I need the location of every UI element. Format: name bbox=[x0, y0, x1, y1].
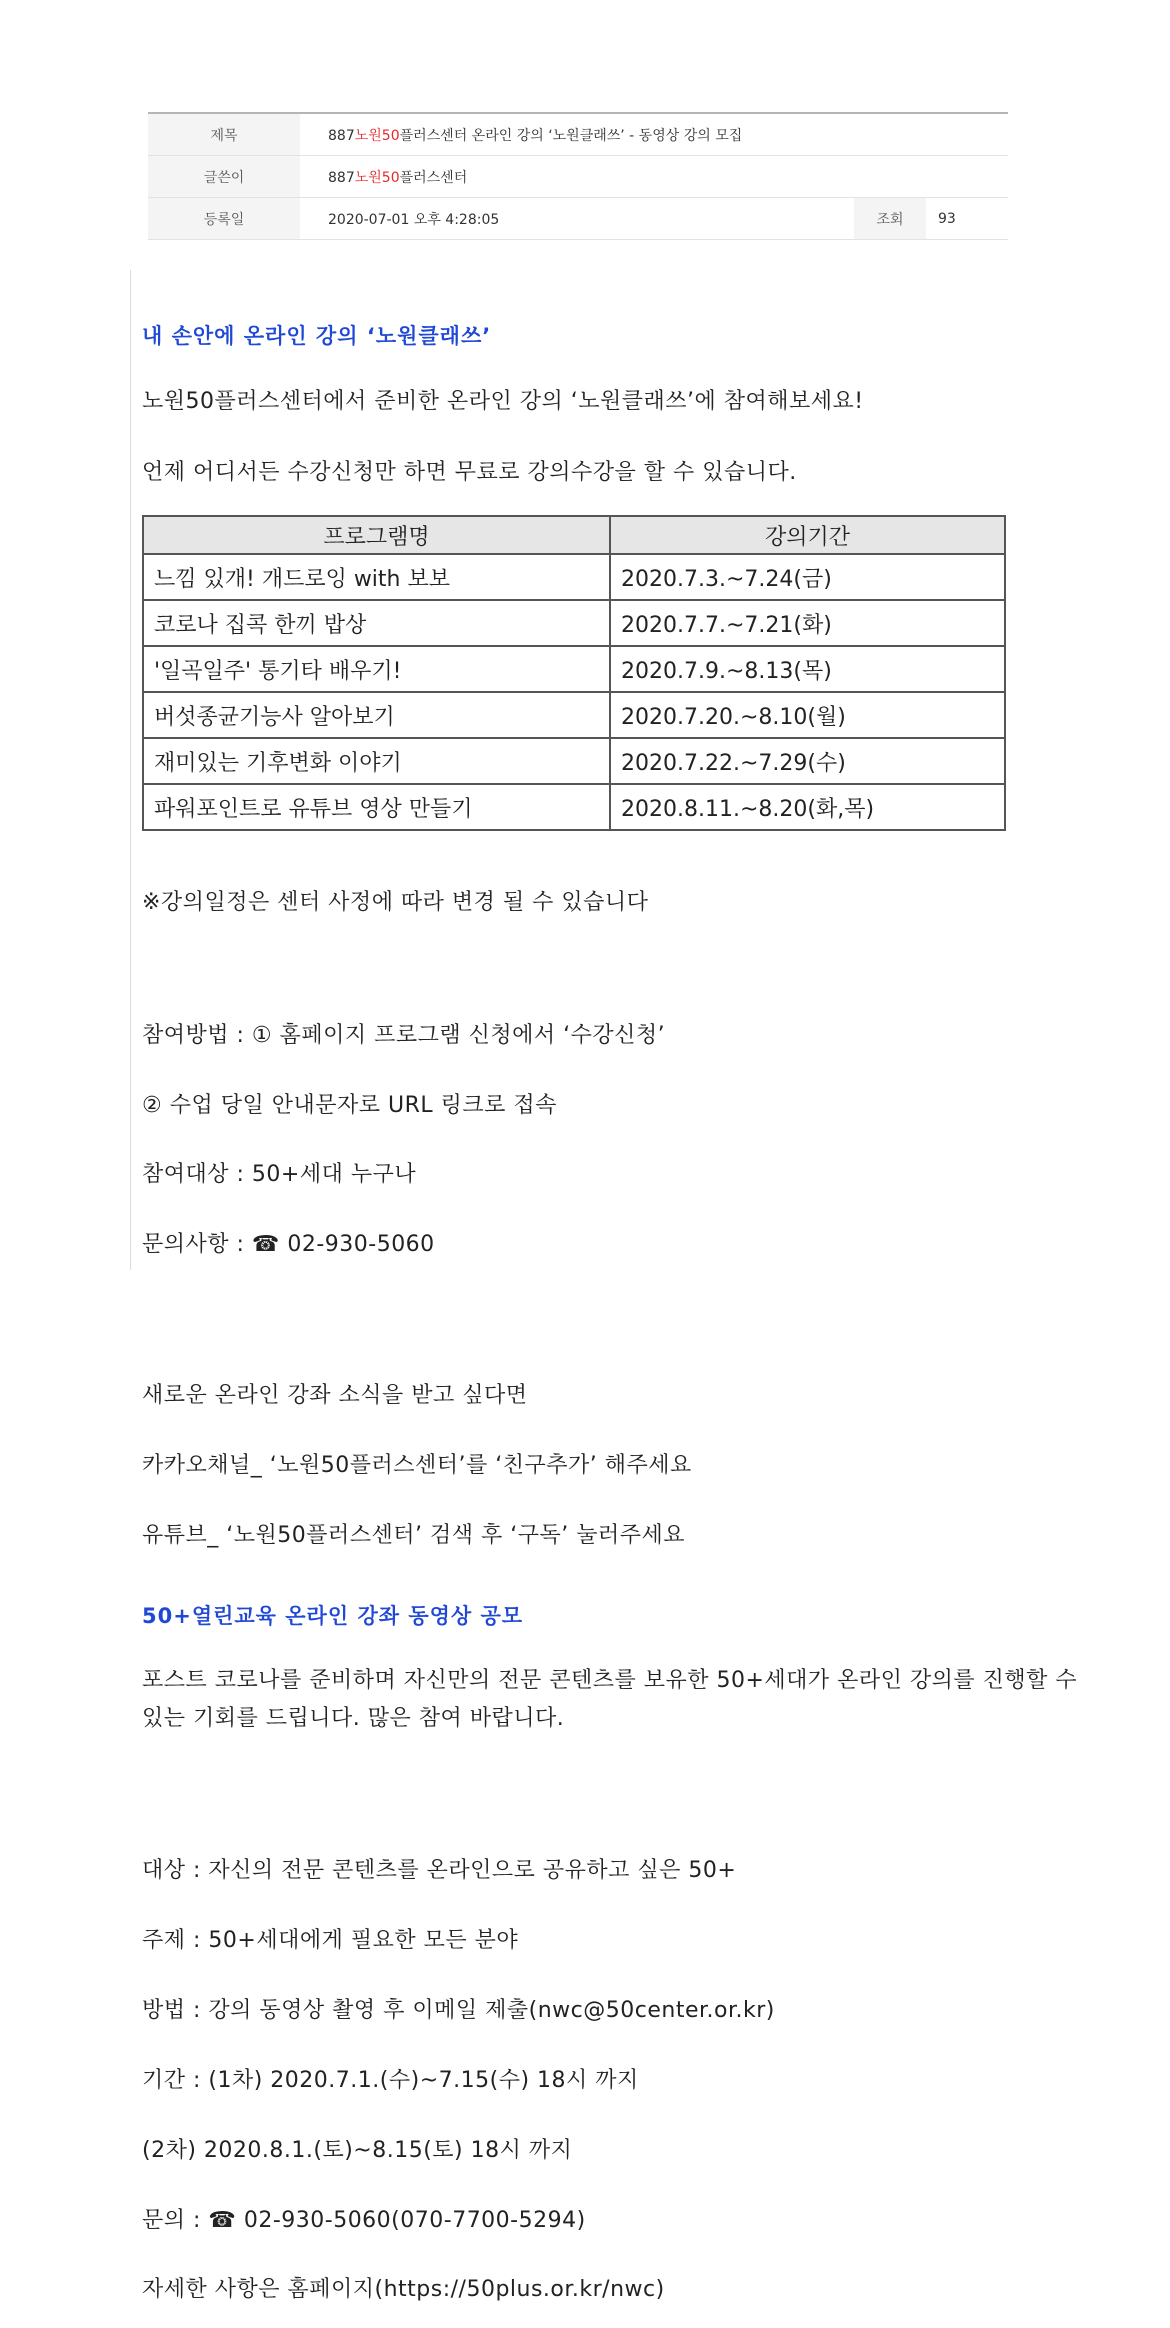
author-label: 글쓴이 bbox=[148, 156, 300, 197]
table-header-period: 강의기간 bbox=[610, 516, 1005, 554]
phone-icon: ☎ bbox=[251, 1232, 280, 1257]
post-subject-row bbox=[148, 114, 1008, 156]
views-label: 조회 bbox=[854, 198, 926, 239]
program-period: 2020.8.11.~8.20(화,목) bbox=[610, 784, 1005, 830]
program-name: '일곡일주' 통기타 배우기! bbox=[143, 646, 610, 692]
program-name: 느낌 있개! 개드로잉 with 보보 bbox=[143, 554, 610, 600]
section2-intro: 포스트 코로나를 준비하며 자신만의 전문 콘텐츠를 보유한 50+세대가 온라인 강의를 진행할 수 있는 기회를 드립니다. 많은 참여 바랍니다. bbox=[142, 1668, 1078, 1731]
program-name: 파워포인트로 유튜브 영상 만들기 bbox=[143, 784, 610, 830]
contest-period-2: (2차) 2020.8.1.(토)~8.15(토) 18시 까지 bbox=[142, 2138, 573, 2163]
author-value bbox=[300, 167, 1008, 187]
program-period: 2020.7.9.~8.13(목) bbox=[610, 646, 1005, 692]
program-period: 2020.7.7.~7.21(화) bbox=[610, 600, 1005, 646]
program-name: 재미있는 기후변화 이야기 bbox=[143, 738, 610, 784]
subject-prefix: 887 bbox=[328, 127, 355, 144]
section1-intro-1: 노원50플러스센터에서 준비한 온라인 강의 ‘노원클래쓰’에 참여해보세요! bbox=[142, 389, 864, 414]
table-row bbox=[143, 784, 1005, 830]
program-period: 2020.7.3.~7.24(금) bbox=[610, 554, 1005, 600]
table-row bbox=[143, 646, 1005, 692]
contest-contact-label: 문의 : bbox=[142, 2208, 201, 2233]
table-row bbox=[143, 600, 1005, 646]
contest-period-1: 기간 : (1차) 2020.7.1.(수)~7.15(수) 18시 까지 bbox=[142, 2068, 639, 2093]
subject-highlight: 노원50 bbox=[354, 127, 400, 144]
program-period: 2020.7.22.~7.29(수) bbox=[610, 738, 1005, 784]
section2-heading: 50+열린교육 온라인 강좌 동영상 공모 bbox=[142, 1604, 524, 1628]
author-rest: 플러스센터 bbox=[399, 169, 468, 186]
contest-method: 방법 : 강의 동영상 촬영 후 이메일 제출(nwc@50center.or.kr) bbox=[142, 1998, 775, 2023]
participation-method-2: ② 수업 당일 안내문자로 URL 링크로 접속 bbox=[142, 1093, 557, 1118]
post-info-table bbox=[148, 112, 1008, 240]
schedule-note: ※강의일정은 센터 사정에 따라 변경 될 수 있습니다 bbox=[142, 890, 649, 915]
program-period: 2020.7.20.~8.10(월) bbox=[610, 692, 1005, 738]
subject-rest: 플러스센터 온라인 강의 ‘노원클래쓰’ - 동영상 강의 모집 bbox=[399, 127, 743, 144]
date-label: 등록일 bbox=[148, 198, 300, 239]
contact-line bbox=[142, 1227, 435, 1258]
section1-heading: 내 손안에 온라인 강의 ‘노원클래쓰’ bbox=[142, 324, 492, 348]
section1-intro-2: 언제 어디서든 수강신청만 하면 무료로 강의수강을 할 수 있습니다. bbox=[142, 460, 797, 485]
views-value: 93 bbox=[938, 210, 956, 227]
date-value: 2020-07-01 오후 4:28:05 bbox=[328, 211, 500, 228]
contest-contact-phone: 02-930-5060(070-7700-5294) bbox=[243, 2208, 586, 2233]
table-row bbox=[143, 692, 1005, 738]
author-highlight: 노원50 bbox=[354, 169, 400, 186]
participation-method-1: 참여방법 : ① 홈페이지 프로그램 신청에서 ‘수강신청’ bbox=[142, 1023, 666, 1048]
news-line-3: 유튜브_ ‘노원50플러스센터’ 검색 후 ‘구독’ 눌러주세요 bbox=[142, 1523, 685, 1548]
phone-icon: ☎ bbox=[208, 2208, 237, 2233]
news-line-2: 카카오채널_ ‘노원50플러스센터’를 ‘친구추가’ 해주세요 bbox=[142, 1453, 692, 1478]
content-left-rule bbox=[130, 270, 131, 1270]
contest-topic: 주제 : 50+세대에게 필요한 모든 분야 bbox=[142, 1928, 519, 1953]
contest-target: 대상 : 자신의 전문 콘텐츠를 온라인으로 공유하고 싶은 50+ bbox=[142, 1858, 737, 1883]
subject-value bbox=[300, 125, 1008, 145]
contact-label: 문의사항 : bbox=[142, 1232, 245, 1257]
post-author-row bbox=[148, 156, 1008, 198]
contest-contact-line bbox=[142, 2203, 586, 2234]
author-prefix: 887 bbox=[328, 169, 355, 186]
table-row bbox=[143, 554, 1005, 600]
participation-target: 참여대상 : 50+세대 누구나 bbox=[142, 1162, 417, 1187]
contest-detail-link[interactable]: 자세한 사항은 홈페이지(https://50plus.or.kr/nwc) bbox=[142, 2277, 665, 2302]
post-date-row bbox=[148, 198, 1008, 240]
subject-label: 제목 bbox=[148, 114, 300, 155]
program-name: 코로나 집콕 한끼 밥상 bbox=[143, 600, 610, 646]
table-header-program: 프로그램명 bbox=[143, 516, 610, 554]
program-schedule-table bbox=[142, 515, 1006, 831]
news-line-1: 새로운 온라인 강좌 소식을 받고 싶다면 bbox=[142, 1383, 528, 1408]
program-name: 버섯종균기능사 알아보기 bbox=[143, 692, 610, 738]
contact-phone: 02-930-5060 bbox=[287, 1232, 435, 1257]
table-header-row bbox=[143, 516, 1005, 554]
table-row bbox=[143, 738, 1005, 784]
